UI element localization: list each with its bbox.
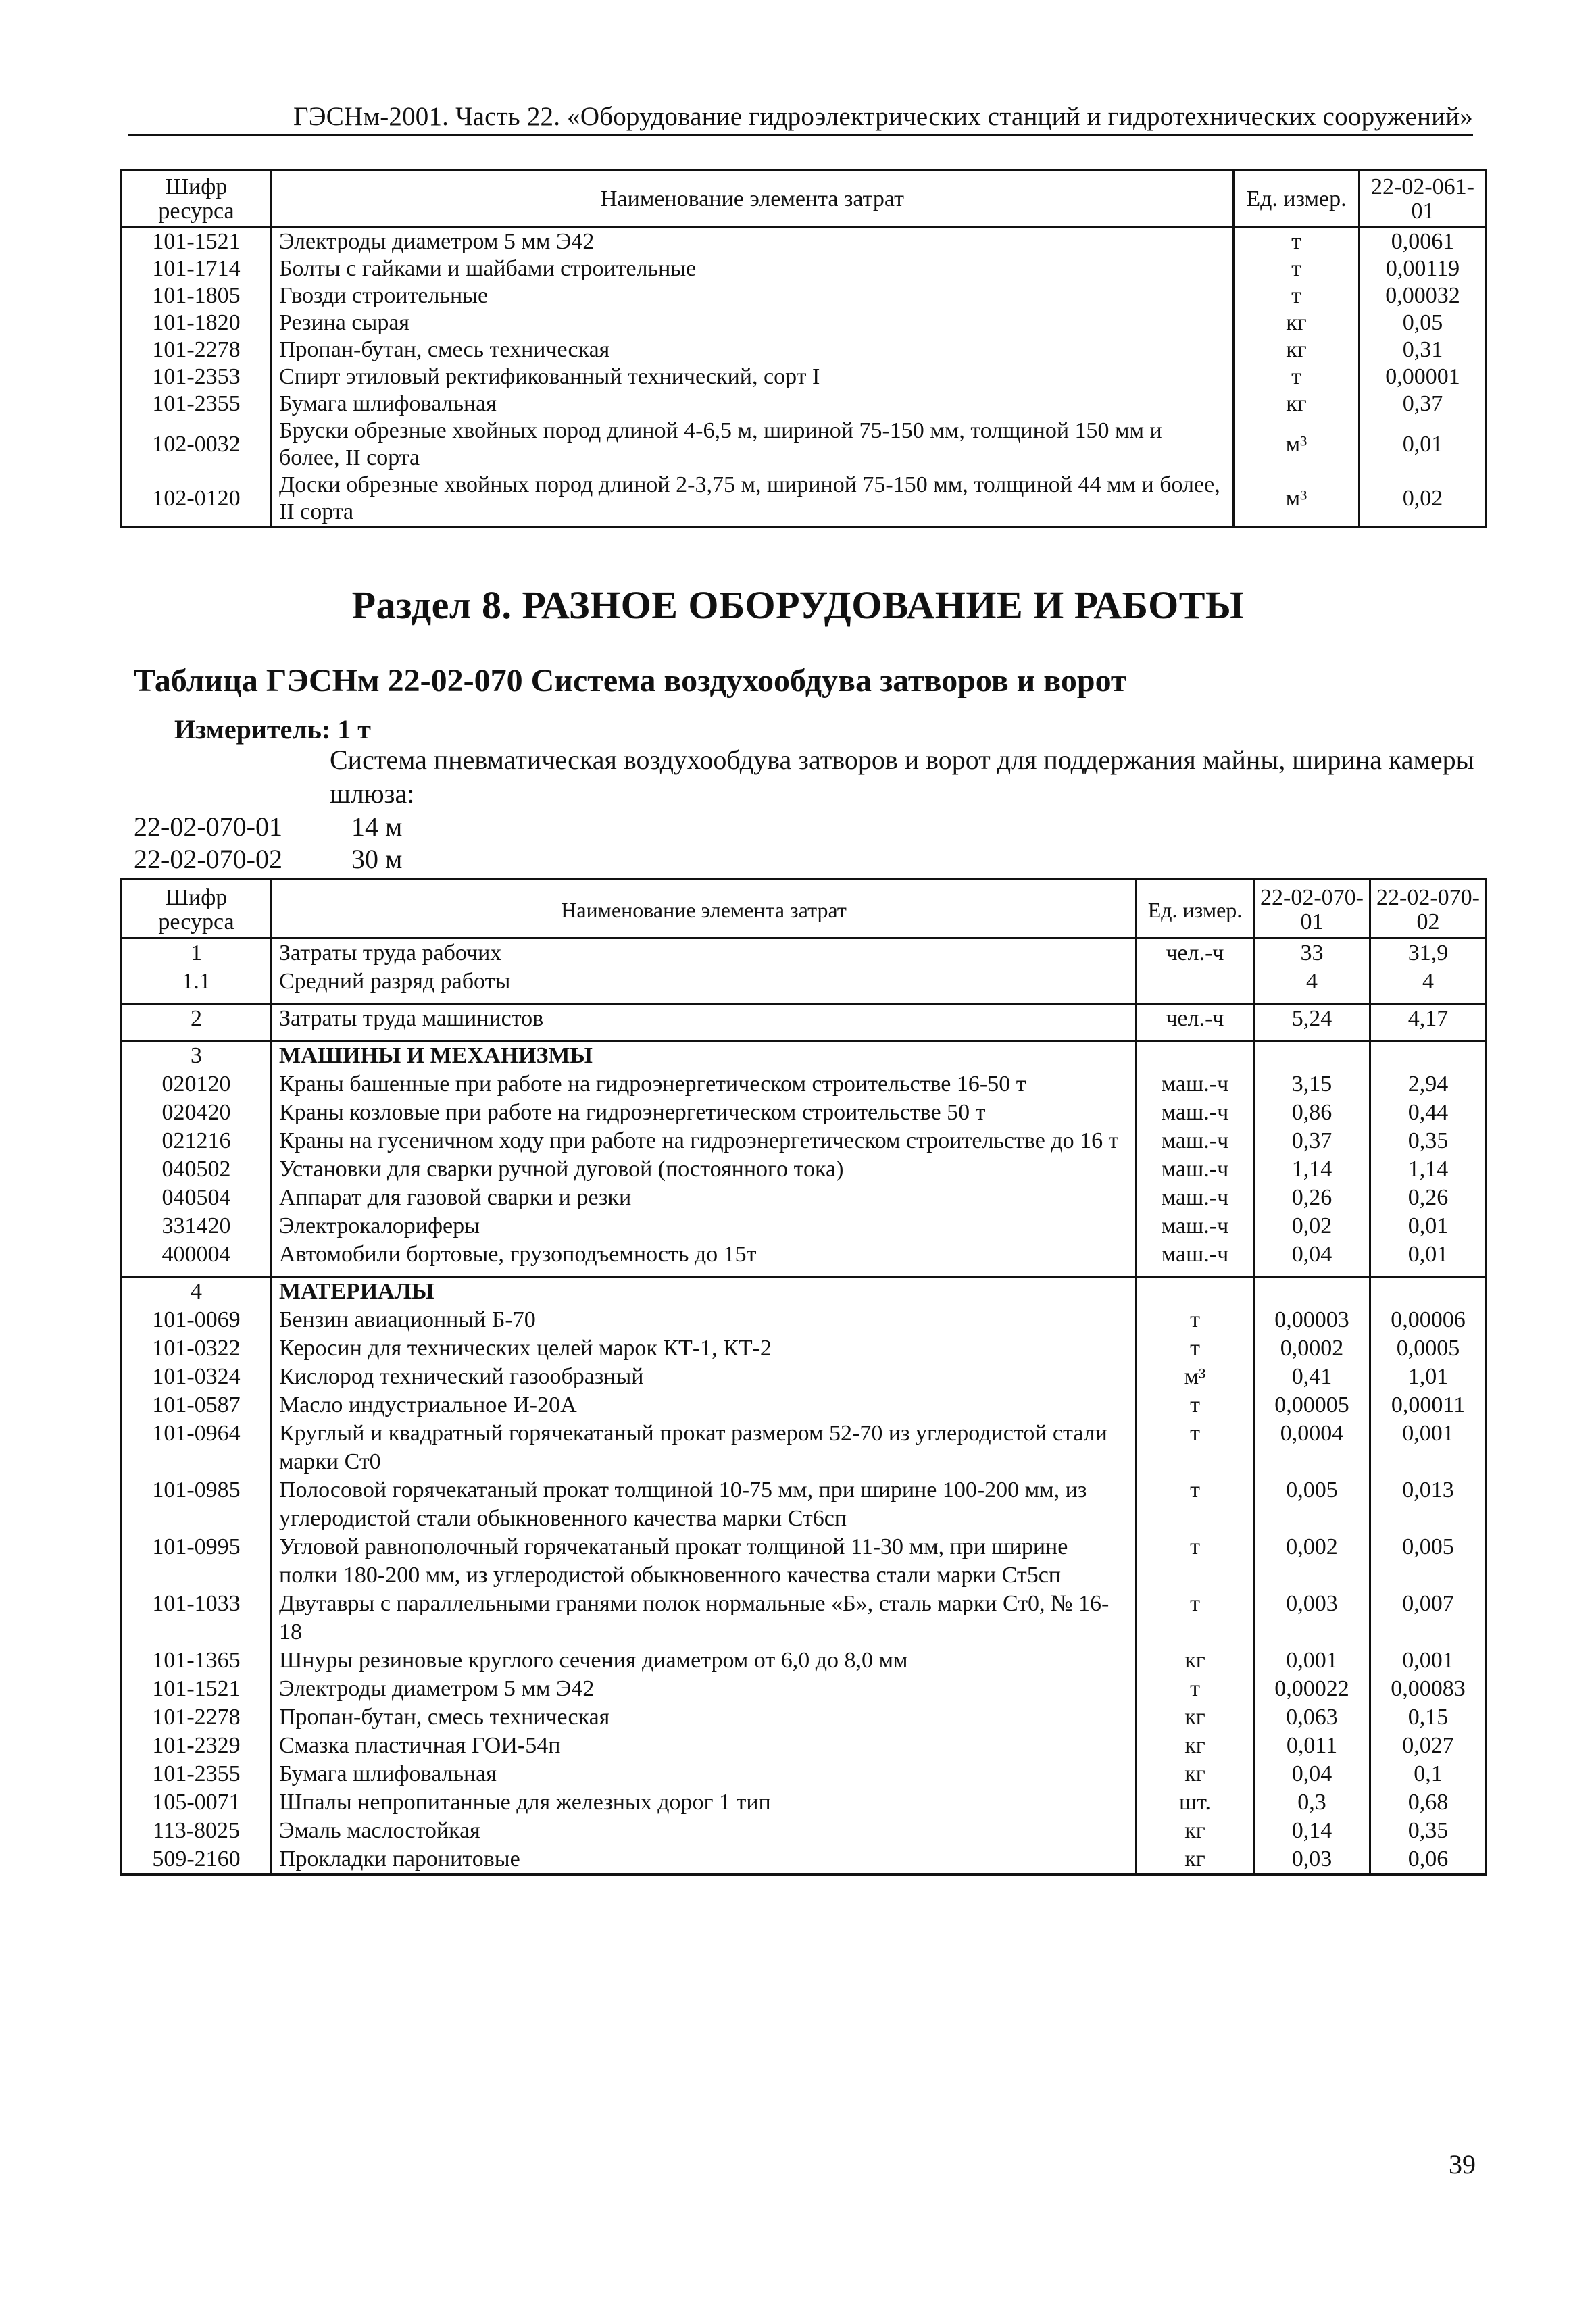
meter-label: Измеритель: 1 т: [174, 714, 371, 745]
table-row: [122, 1845, 1487, 1875]
table-row: [122, 336, 1487, 363]
value-cell-v2: 0,1: [1370, 1760, 1487, 1788]
unit-cell: [1137, 1041, 1254, 1071]
value-cell-v2: 4: [1370, 967, 1487, 996]
resource-name: Болты с гайками и шайбами строительные: [272, 255, 1234, 282]
col-header-name: Наименование элемента затрат: [272, 170, 1234, 228]
resource-code: 021216: [161, 1128, 231, 1153]
resource-name: Шнуры резиновые круглого сечения диаметром от 6,0 до 8,0 мм: [272, 1646, 1137, 1675]
value-cell-v2: 0,007: [1370, 1590, 1487, 1646]
resource-code: 101-1365: [152, 1648, 241, 1673]
gap-cell: [122, 1269, 272, 1277]
value-cell-v2: [1370, 1041, 1487, 1071]
value-cell-v1: 3,15: [1254, 1070, 1370, 1099]
value-cell-v1: 0,01: [1360, 418, 1487, 472]
resource-name: Средний разряд работы: [272, 967, 1137, 996]
unit-cell: кг: [1234, 309, 1360, 336]
resource-name: Двутавры с параллельными гранями полок нормальные «Б», сталь марки Ст0, № 16-18: [272, 1590, 1137, 1646]
value-cell-v2: 2,94: [1370, 1070, 1487, 1099]
value-cell-v1: 0,37: [1360, 391, 1487, 418]
unit-cell: кг: [1137, 1760, 1254, 1788]
resource-code: 101-0995: [152, 1534, 241, 1559]
unit-cell: м³: [1137, 1363, 1254, 1391]
unit-cell: [1137, 967, 1254, 996]
table-header-row: [122, 880, 1487, 938]
resource-name: Краны башенные при работе на гидроэнергетическом строительстве 16-50 т: [272, 1070, 1137, 1099]
unit-cell: маш.-ч: [1137, 1070, 1254, 1099]
resource-name: Доски обрезные хвойных пород длиной 2-3,75 м, шириной 75-150 мм, толщиной 44 мм и более, II сорта: [272, 472, 1234, 527]
value-cell-v2: 0,00006: [1370, 1306, 1487, 1334]
variant-value: 14 м: [351, 811, 403, 842]
gap-cell: [1370, 1033, 1487, 1041]
resource-code: 113-8025: [152, 1818, 241, 1843]
gap-cell: [122, 996, 272, 1004]
unit-cell: м³: [1234, 418, 1360, 472]
resource-name: Аппарат для газовой сварки и резки: [272, 1184, 1137, 1212]
value-cell-v1: 0,0002: [1254, 1334, 1370, 1363]
gap-cell: [122, 1033, 272, 1041]
value-cell-v2: 1,01: [1370, 1363, 1487, 1391]
resource-name: Краны на гусеничном ходу при работе на гидроэнергетическом строительстве до 16 т: [272, 1127, 1137, 1155]
value-cell-v2: 0,35: [1370, 1127, 1487, 1155]
col-header-unit: Ед. измер.: [1137, 880, 1254, 938]
resource-name: Электроды диаметром 5 мм Э42: [272, 1675, 1137, 1703]
table-row: [122, 1419, 1487, 1476]
value-cell-v1: 0,3: [1254, 1788, 1370, 1817]
unit-cell: т: [1234, 228, 1360, 256]
table-row: [122, 1760, 1487, 1788]
value-cell-v2: 31,9: [1370, 938, 1487, 968]
table-row: [122, 1212, 1487, 1240]
table-row: [122, 1703, 1487, 1732]
value-cell-v2: 0,15: [1370, 1703, 1487, 1732]
gap-cell: [1254, 1269, 1370, 1277]
col-header-code: Шифр ресурса: [122, 170, 272, 228]
resource-code: 101-1714: [152, 256, 241, 281]
value-cell-v2: 0,00011: [1370, 1391, 1487, 1419]
gap-cell: [272, 1269, 1137, 1277]
resource-name: Эмаль маслостойкая: [272, 1817, 1137, 1845]
unit-cell: кг: [1137, 1817, 1254, 1845]
value-cell-v1: 0,0061: [1360, 228, 1487, 256]
value-cell-v1: 4: [1254, 967, 1370, 996]
variant-row: [134, 811, 402, 842]
value-cell-v2: 1,14: [1370, 1155, 1487, 1184]
resource-code: 102-0032: [152, 432, 241, 457]
col-header-name: Наименование элемента затрат: [272, 880, 1137, 938]
value-cell-v1: 0,31: [1360, 336, 1487, 363]
unit-cell: шт.: [1137, 1788, 1254, 1817]
value-cell-v1: 0,002: [1254, 1533, 1370, 1590]
table-row: [122, 1334, 1487, 1363]
resource-name: Гвозди строительные: [272, 282, 1234, 309]
table-row: [122, 255, 1487, 282]
unit-cell: т: [1137, 1476, 1254, 1533]
col-header-v2: 22-02-070-02: [1370, 880, 1487, 938]
unit-cell: маш.-ч: [1137, 1099, 1254, 1127]
value-cell-v2: 0,0005: [1370, 1334, 1487, 1363]
resource-code: 020120: [161, 1072, 231, 1097]
resource-code: 509-2160: [152, 1846, 241, 1871]
resource-name: Пропан-бутан, смесь техническая: [272, 1703, 1137, 1732]
value-cell-v1: 0,86: [1254, 1099, 1370, 1127]
resource-code: 331420: [161, 1213, 231, 1238]
value-cell-v1: 0,03: [1254, 1845, 1370, 1875]
value-cell-v2: 0,06: [1370, 1845, 1487, 1875]
value-cell-v2: 0,68: [1370, 1788, 1487, 1817]
value-cell-v1: 0,04: [1254, 1240, 1370, 1269]
table-row: [122, 1277, 1487, 1307]
value-cell-v2: 4,17: [1370, 1004, 1487, 1034]
resource-name: Бензин авиационный Б-70: [272, 1306, 1137, 1334]
col-header-code: Шифр ресурса: [122, 880, 272, 938]
resource-name: Резина сырая: [272, 309, 1234, 336]
value-cell-v2: 0,005: [1370, 1533, 1487, 1590]
value-cell-v1: 0,011: [1254, 1732, 1370, 1760]
value-cell-v1: 0,00119: [1360, 255, 1487, 282]
resource-code: 020420: [161, 1100, 231, 1125]
unit-cell: т: [1137, 1391, 1254, 1419]
value-cell-v1: 0,02: [1360, 472, 1487, 527]
unit-cell: чел.-ч: [1137, 1004, 1254, 1034]
table-row: [122, 1240, 1487, 1269]
col-header-v1: 22-02-070-01: [1254, 880, 1370, 938]
table-row: [122, 967, 1487, 996]
gap-cell: [1370, 996, 1487, 1004]
page-header: ГЭСНм-2001. Часть 22. «Оборудование гидроэлектрических станций и гидротехнических сооружений»: [128, 101, 1473, 136]
resource-name: Краны козловые при работе на гидроэнергетическом строительстве 50 т: [272, 1099, 1137, 1127]
table-row: [122, 1675, 1487, 1703]
resource-name: Затраты труда рабочих: [272, 938, 1137, 968]
resource-code: 101-2329: [152, 1733, 241, 1758]
resource-name: Керосин для технических целей марок КТ-1, КТ-2: [272, 1334, 1137, 1363]
value-cell-v1: 0,37: [1254, 1127, 1370, 1155]
resource-code: 1.1: [182, 969, 211, 994]
resource-name: Бруски обрезные хвойных пород длиной 4-6,5 м, шириной 75-150 мм, толщиной 150 мм и более, II сорта: [272, 418, 1234, 472]
section-title: Раздел 8. РАЗНОЕ ОБОРУДОВАНИЕ И РАБОТЫ: [351, 583, 1245, 627]
unit-cell: т: [1234, 363, 1360, 391]
resource-code: 2: [122, 1004, 272, 1034]
resource-code: 101-0587: [152, 1392, 241, 1417]
table-row: [122, 363, 1487, 391]
table-row: [122, 1041, 1487, 1071]
unit-cell: м³: [1234, 472, 1360, 527]
table-row: [122, 1004, 1487, 1034]
resource-name: Шпалы непропитанные для железных дорог 1 тип: [272, 1788, 1137, 1817]
value-cell-v2: 0,35: [1370, 1817, 1487, 1845]
group-gap: [122, 1269, 1487, 1277]
gap-cell: [1137, 996, 1254, 1004]
col-header-v1: 22-02-061-01: [1360, 170, 1487, 228]
value-cell-v1: 0,063: [1254, 1703, 1370, 1732]
table-row: [122, 938, 1487, 968]
value-cell-v2: 0,013: [1370, 1476, 1487, 1533]
resource-name: Установки для сварки ручной дуговой (постоянного тока): [272, 1155, 1137, 1184]
unit-cell: маш.-ч: [1137, 1155, 1254, 1184]
value-cell-v1: 0,00003: [1254, 1306, 1370, 1334]
resource-name: Смазка пластичная ГОИ-54п: [272, 1732, 1137, 1760]
table-row: [122, 418, 1487, 472]
resource-code: 4: [122, 1277, 272, 1307]
value-cell-v1: 0,00022: [1254, 1675, 1370, 1703]
resource-name: Пропан-бутан, смесь техническая: [272, 336, 1234, 363]
variant-row: [134, 843, 402, 875]
table-row: [122, 309, 1487, 336]
table-row: [122, 1590, 1487, 1646]
table-title: Таблица ГЭСНм 22-02-070 Система воздухообдува затворов и ворот: [134, 663, 1127, 699]
resource-code: 101-0069: [152, 1307, 241, 1332]
unit-cell: кг: [1137, 1732, 1254, 1760]
resource-code: 101-2278: [152, 1705, 241, 1730]
resource-code: 101-2355: [152, 1761, 241, 1786]
table-row: [122, 1070, 1487, 1099]
unit-cell: т: [1137, 1533, 1254, 1590]
resource-name: Полосовой горячекатаный прокат толщиной 10-75 мм, при ширине 100-200 мм, из углеродистой стали обыкновенного качества марки Ст6сп: [272, 1476, 1137, 1533]
variant-code: 22-02-070-02: [134, 844, 282, 874]
unit-cell: кг: [1137, 1845, 1254, 1875]
value-cell-v1: 33: [1254, 938, 1370, 968]
table-row: [122, 391, 1487, 418]
group-gap: [122, 996, 1487, 1004]
unit-cell: кг: [1137, 1703, 1254, 1732]
resource-code: 101-1805: [152, 283, 241, 308]
resource-code: 101-0985: [152, 1478, 241, 1503]
resource-name: Прокладки паронитовые: [272, 1845, 1137, 1875]
gap-cell: [272, 1033, 1137, 1041]
resource-code: 040502: [161, 1157, 231, 1182]
value-cell-v1: 0,02: [1254, 1212, 1370, 1240]
value-cell-v2: 0,001: [1370, 1419, 1487, 1476]
value-cell-v2: [1370, 1277, 1487, 1307]
resource-name: Круглый и квадратный горячекатаный прокат размером 52-70 из углеродистой стали марки Ст0: [272, 1419, 1137, 1476]
unit-cell: т: [1137, 1306, 1254, 1334]
col-header-unit: Ед. измер.: [1234, 170, 1360, 228]
resource-name: Масло индустриальное И-20А: [272, 1391, 1137, 1419]
unit-cell: кг: [1137, 1646, 1254, 1675]
resource-code: 101-1033: [152, 1591, 241, 1616]
table-row: [122, 1391, 1487, 1419]
table-row: [122, 1533, 1487, 1590]
table-row: [122, 472, 1487, 527]
resource-name: Спирт этиловый ректификованный технический, сорт I: [272, 363, 1234, 391]
resource-name: Бумага шлифовальная: [272, 391, 1234, 418]
table-row: [122, 1363, 1487, 1391]
unit-cell: т: [1137, 1419, 1254, 1476]
unit-cell: т: [1234, 282, 1360, 309]
table-row: [122, 1788, 1487, 1817]
value-cell-v1: [1254, 1041, 1370, 1071]
resource-table-070: [120, 878, 1487, 1876]
resource-code: 101-0964: [152, 1421, 241, 1446]
value-cell-v1: 5,24: [1254, 1004, 1370, 1034]
gap-cell: [272, 996, 1137, 1004]
unit-cell: кг: [1234, 336, 1360, 363]
resource-name: Электрокалориферы: [272, 1212, 1137, 1240]
table-row: [122, 1476, 1487, 1533]
resource-code: 101-0322: [152, 1336, 241, 1361]
value-cell-v1: 0,04: [1254, 1760, 1370, 1788]
resource-name: Угловой равнополочный горячекатаный прокат толщиной 11-30 мм, при ширине полки 180-200 мм, из углеродистой обыкновенного качества стали марки Ст5сп: [272, 1533, 1137, 1590]
resource-code: 101-1820: [152, 310, 241, 335]
resource-code: 400004: [161, 1242, 231, 1267]
value-cell-v2: 0,01: [1370, 1212, 1487, 1240]
group-gap: [122, 1033, 1487, 1041]
table-header-row: [122, 170, 1487, 228]
unit-cell: маш.-ч: [1137, 1127, 1254, 1155]
table-row: [122, 1155, 1487, 1184]
gap-cell: [1137, 1269, 1254, 1277]
page-number: 39: [1449, 2149, 1476, 2180]
resource-code: 1: [191, 940, 202, 965]
unit-cell: маш.-ч: [1137, 1212, 1254, 1240]
table-description: Система пневматическая воздухообдува затворов и ворот для поддержания майны, ширина камеры шлюза:: [330, 745, 1474, 809]
resource-name: Бумага шлифовальная: [272, 1760, 1137, 1788]
value-cell-v2: 0,44: [1370, 1099, 1487, 1127]
resource-name: МАШИНЫ И МЕХАНИЗМЫ: [272, 1041, 1137, 1071]
table-row: [122, 1099, 1487, 1127]
resource-code: 101-2278: [152, 337, 241, 362]
value-cell-v1: 1,14: [1254, 1155, 1370, 1184]
value-cell-v1: 0,14: [1254, 1817, 1370, 1845]
unit-cell: т: [1137, 1334, 1254, 1363]
table-row: [122, 1646, 1487, 1675]
value-cell-v1: 0,41: [1254, 1363, 1370, 1391]
resource-code: 102-0120: [152, 486, 241, 511]
unit-cell: кг: [1234, 391, 1360, 418]
resource-code: 3: [122, 1041, 272, 1071]
resource-table-061: [120, 169, 1487, 528]
value-cell-v1: 0,005: [1254, 1476, 1370, 1533]
table-row: [122, 282, 1487, 309]
resource-code: 101-0324: [152, 1364, 241, 1389]
table-row: [122, 1306, 1487, 1334]
resource-name: МАТЕРИАЛЫ: [272, 1277, 1137, 1307]
resource-code: 101-1521: [152, 1676, 241, 1701]
unit-cell: т: [1137, 1590, 1254, 1646]
resource-name: Автомобили бортовые, грузоподъемность до 15т: [272, 1240, 1137, 1269]
unit-cell: [1137, 1277, 1254, 1307]
resource-code: 105-0071: [152, 1790, 241, 1815]
value-cell-v1: 0,05: [1360, 309, 1487, 336]
gap-cell: [1254, 996, 1370, 1004]
value-cell-v2: 0,027: [1370, 1732, 1487, 1760]
gap-cell: [1370, 1269, 1487, 1277]
value-cell-v1: 0,00005: [1254, 1391, 1370, 1419]
resource-code: 101-2353: [152, 364, 241, 389]
value-cell-v1: 0,26: [1254, 1184, 1370, 1212]
resource-name: Кислород технический газообразный: [272, 1363, 1137, 1391]
value-cell-v2: 0,26: [1370, 1184, 1487, 1212]
gap-cell: [1254, 1033, 1370, 1041]
resource-name: Электроды диаметром 5 мм Э42: [272, 228, 1234, 256]
resource-code: 101-1521: [152, 229, 241, 254]
resource-code: 040504: [161, 1185, 231, 1210]
unit-cell: т: [1234, 255, 1360, 282]
unit-cell: чел.-ч: [1137, 938, 1254, 968]
variant-value: 30 м: [351, 844, 403, 874]
value-cell-v1: 0,0004: [1254, 1419, 1370, 1476]
table-row: [122, 1817, 1487, 1845]
value-cell-v1: 0,00032: [1360, 282, 1487, 309]
resource-code: 101-2355: [152, 391, 241, 416]
variant-code: 22-02-070-01: [134, 811, 282, 842]
unit-cell: маш.-ч: [1137, 1184, 1254, 1212]
resource-name: Затраты труда машинистов: [272, 1004, 1137, 1034]
table-row: [122, 1184, 1487, 1212]
unit-cell: маш.-ч: [1137, 1240, 1254, 1269]
unit-cell: т: [1137, 1675, 1254, 1703]
value-cell-v1: 0,00001: [1360, 363, 1487, 391]
value-cell-v2: 0,00083: [1370, 1675, 1487, 1703]
gap-cell: [1137, 1033, 1254, 1041]
value-cell-v2: 0,01: [1370, 1240, 1487, 1269]
value-cell-v1: [1254, 1277, 1370, 1307]
value-cell-v1: 0,001: [1254, 1646, 1370, 1675]
value-cell-v2: 0,001: [1370, 1646, 1487, 1675]
table-row: [122, 1732, 1487, 1760]
value-cell-v1: 0,003: [1254, 1590, 1370, 1646]
table-row: [122, 228, 1487, 256]
table-row: [122, 1127, 1487, 1155]
